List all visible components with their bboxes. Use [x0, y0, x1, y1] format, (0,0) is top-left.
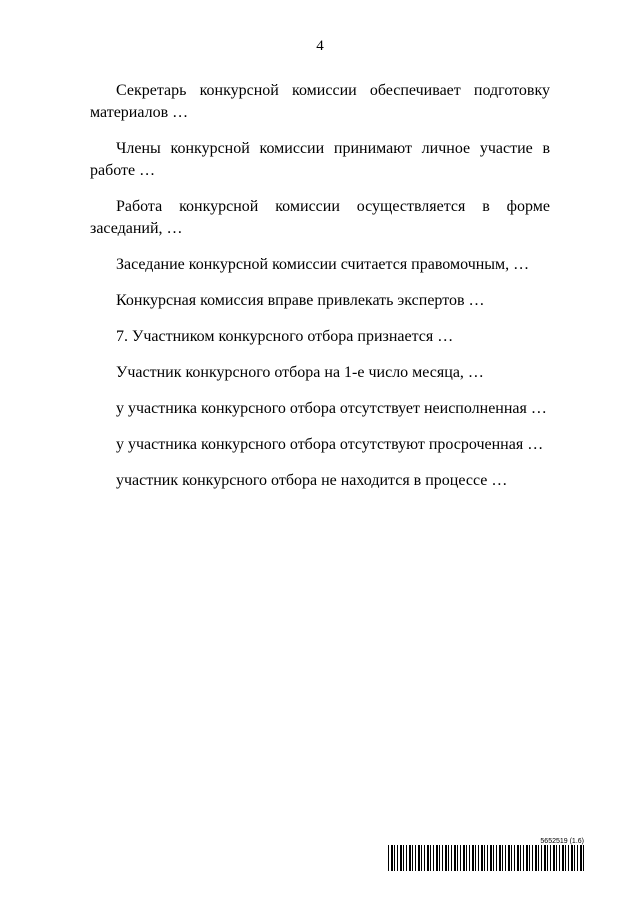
paragraph: у участника конкурсного отбора отсутствуют просроченная … [116, 436, 544, 453]
paragraph: Члены конкурсной комиссии принимают личное участие в работе … [90, 140, 550, 179]
barcode-icon [388, 845, 584, 871]
page-number: 4 [316, 38, 324, 54]
footer [388, 838, 584, 871]
paragraph: у участника конкурсного отбора отсутствует неисполненная … [116, 400, 547, 417]
paragraph: Секретарь конкурсной комиссии обеспечивает подготовку материалов … [90, 82, 550, 121]
paragraph: участник конкурсного отбора не находится в процессе … [116, 472, 508, 489]
doc-code: 5652519 (1.6) [540, 838, 584, 845]
body-text [90, 80, 550, 506]
paragraph: Конкурсная комиссия вправе привлекать экспертов … [116, 292, 485, 309]
paragraph: Участник конкурсного отбора на 1-е число месяца, … [116, 364, 484, 381]
paragraph: Заседание конкурсной комиссии считается правомочным, … [116, 256, 530, 273]
paragraph: 7. Участником конкурсного отбора признается … [116, 328, 454, 345]
paragraph: Работа конкурсной комиссии осуществляется в форме заседаний, … [90, 198, 550, 237]
